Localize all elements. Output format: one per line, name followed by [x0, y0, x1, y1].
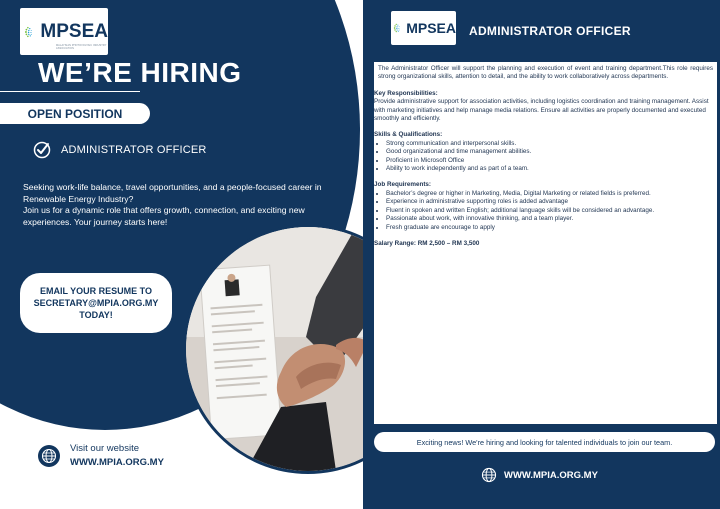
visit-website[interactable] [38, 443, 164, 468]
responsibilities-text: Provide administrative support for association activities, including logistics coordination and training management. Assist with marketing initiatives and help manage media relations. Ensure all activities are properly documented and executed smoothly and efficiently. [374, 98, 709, 123]
list-item: • Proficient in Microsoft Office [386, 157, 717, 165]
divider [0, 91, 140, 92]
role-label: ADMINISTRATOR OFFICER [61, 144, 207, 156]
email-resume-callout [20, 273, 172, 333]
website-link[interactable]: WWW.MPIA.ORG.MY [504, 469, 598, 481]
pitch-text [23, 182, 353, 228]
logo-dots-icon [393, 17, 405, 39]
list-item: • Passionate about work, with innovative thinking, and a team player. [386, 215, 717, 223]
list-item: • Fresh graduate are encourage to apply [386, 224, 717, 232]
hiring-headline: WE’RE HIRING [38, 57, 242, 88]
skills-list [374, 140, 717, 174]
list-item: • Experience in administrative supporting roles is added advantage [386, 198, 717, 206]
open-position-badge: OPEN POSITION [0, 103, 150, 124]
job-intro: The Administrator Officer will support the planning and execution of event and training department.This role requires strong organizational skills, attention to detail, and the ability to work collaboratively across departments. [378, 65, 713, 81]
visit-label: Visit our website [70, 443, 139, 454]
list-item: • Bachelor’s degree or higher in Marketing, Media, Digital Marketing or related fields is preferred. [386, 190, 717, 198]
logo-text: MPSEA [40, 20, 108, 42]
check-circle-icon [33, 141, 51, 159]
pitch-paragraph-2: Join us for a dynamic role that offers growth, connection, and exciting new experiences. Your journey starts here! [23, 205, 305, 227]
job-description-panel [374, 62, 717, 424]
pitch-paragraph-1: Seeking work-life balance, travel opportunities, and a people-focused career in Renewable Energy Industry? [23, 182, 322, 204]
job-title: ADMINISTRATOR OFFICER [469, 24, 631, 38]
email-cta-line-1: EMAIL YOUR RESUME TO [39, 286, 152, 296]
requirements-heading: Job Requirements: [374, 181, 432, 189]
salary-range: Salary Range: RM 2,500 – RM 3,500 [374, 239, 480, 247]
logo-tagline: MALAYSIAN PHOTOVOLTAIC INDUSTRY ASSOCIATION [56, 44, 107, 50]
responsibilities-heading: Key Responsibilities: [374, 89, 438, 97]
list-item: • Fluent in spoken and written English; additional language skills will be considered an advantage. [386, 207, 717, 215]
list-item: • Strong communication and interpersonal skills. [386, 140, 717, 148]
logo-right [391, 11, 456, 45]
globe-icon [481, 467, 497, 483]
list-item: • Good organizational and time management abilities. [386, 148, 717, 156]
requirements-list [374, 190, 717, 232]
logo-text: MPSEA [406, 20, 456, 36]
logo [20, 8, 108, 55]
right-page [363, 0, 720, 509]
role-row [33, 141, 207, 159]
logo-dots-icon [24, 17, 38, 47]
email-cta-line-3: TODAY! [79, 310, 113, 320]
website-row[interactable] [481, 467, 598, 483]
news-banner: Exciting news! We're hiring and looking for talented individuals to join our team. [374, 432, 715, 452]
website-link[interactable]: WWW.MPIA.ORG.MY [70, 457, 164, 468]
globe-icon [38, 445, 60, 467]
list-item: • Ability to work independently and as part of a team. [386, 165, 717, 173]
email-address[interactable]: SECRETARY@MPIA.ORG.MY [33, 298, 159, 308]
skills-heading: Skills & Qualifications: [374, 131, 443, 139]
